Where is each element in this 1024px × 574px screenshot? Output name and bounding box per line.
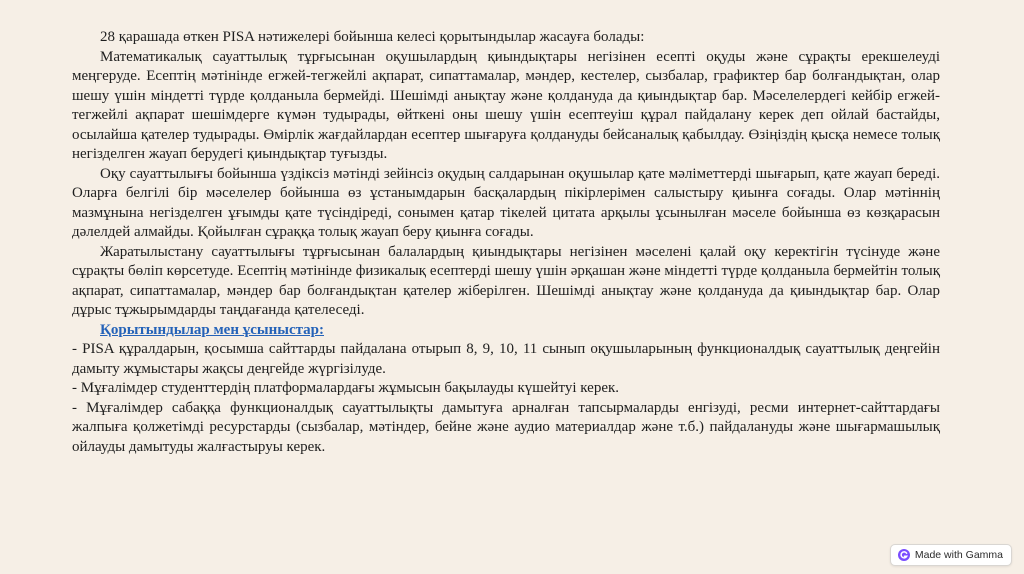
made-with-gamma-badge[interactable] — [890, 544, 1012, 566]
recommendation-item: - Мұғалімдер студенттердің платформалардағы жұмысын бақылауды күшейтуі керек. — [72, 380, 620, 396]
recommendation-item: - PISA құралдарын, қосымша сайттарды пайдалана отырып 8, 9, 10, 11 сынып оқушыларының функционалдық сауаттылық деңгейін дамыту жұмыстары жақсы деңгейде жүргізілуде. — [72, 341, 940, 377]
paragraph-science-literacy: Жаратылыстану сауаттылығы тұрғысынан балалардың қиындықтары негізінен мәселені қалай оқу керектігін түсінуде және сұрақты бөліп көрсетуде. Есептің мәтінінде физикалық есептерді шешу үшін әрқашан және міндетті түрде қолданыла бермейтін толық ақпарат, сипаттамалар, мәндер бар болғандықтан қателер жіберілген. Шешімді анықтау және қолдануда да қиындықтар бар. Олар дұрыс тұжырымдарды таңдағанда қателеседі. — [72, 243, 940, 318]
recommendation-item: - Мұғалімдер сабаққа функционалдық сауаттылықты дамытуға арналған тапсырмаларды енгізуді, ресми интернет-сайттардағы жалпыға қолжетімді ресурстарды (сызбалар, мәтіндер, бейне және аудио материалдар және т.б.) пайдалануды және шығармашылық ойлауды дамытуды жалғастыруы керек. — [72, 399, 940, 455]
paragraph-math-literacy: Математикалық сауаттылық тұрғысынан оқушылардың қиындықтары негізінен есепті оқуды және сұрақты ерекшелеуді меңгеруде. Есептің мәтінінде егжей-тегжейлі ақпарат, сипаттамалар, мәндер, кестелер, сызбалар, графиктер бар болғандықтан, олар шешу үшін міндетті түрде қолданыла бермейді. Шешімді анықтау және қолдануда да қиындықтар бар. Мәселелердегі кейбір егжей-тегжейлі ақпарат шешімдерге күмән тудырады, өйткені оны шешу үшін есептеуіш құрал пайдалану керек деп ойлай бастайды, осылайша қателер тудырады. Өмірлік жағдайлардан есептер шығаруға қолдануды бейсаналық қабылдау. Өзіңіздің қысқа немесе толық негізделген жауап берудегі қиындықтар туғызды. — [72, 48, 940, 162]
badge-label: Made with Gamma — [914, 549, 1003, 561]
intro-line: 28 қарашада өткен PISA нәтижелері бойынша келесі қорытындылар жасауға болады: — [100, 29, 645, 45]
slide-text-block — [72, 28, 940, 457]
paragraph-reading-literacy: Оқу сауаттылығы бойынша үздіксіз мәтінді зейінсіз оқудың салдарынан оқушылар қате мәліметтерді шығарып, қате жауап береді. Оларға белгілі бір мәселелер бойынша өз ұстанымдарын басқалардың пікірлерімен салыстыру қиынға соғады. Олар мәтіннің мазмұнына негізделген ұғымды қате түсіндіреді, сонымен қатар тікелей цитата арқылы ұсынылған мәселе бойынша өз көзқарасын дәлелдей алмайды. Қойылған сұраққа толық жауап беру қиынға соғады. — [72, 165, 940, 240]
conclusions-heading: Қорытындылар мен ұсыныстар: — [100, 321, 324, 338]
gamma-logo-icon — [898, 549, 910, 561]
